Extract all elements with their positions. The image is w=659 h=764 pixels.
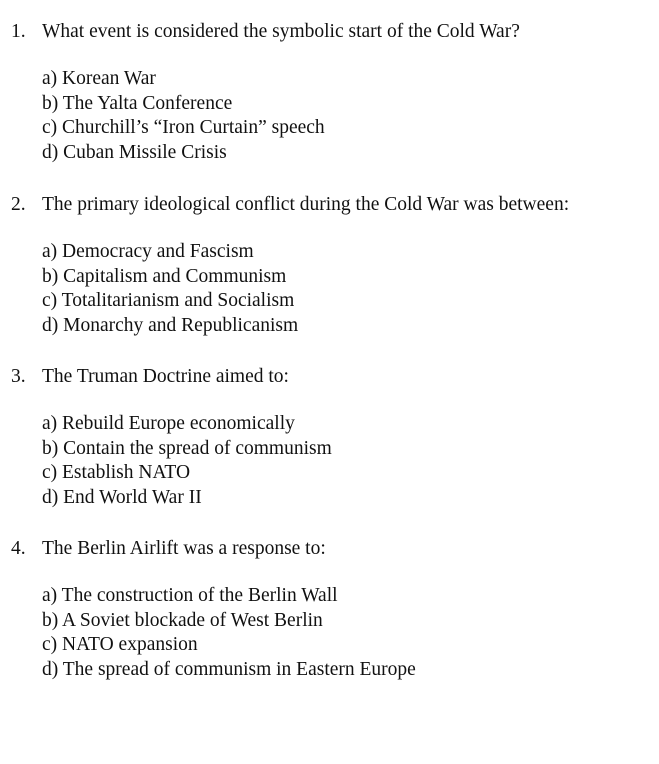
question-text: What event is considered the symbolic start of the Cold War? bbox=[42, 21, 520, 42]
answer-option-a: a) The construction of the Berlin Wall bbox=[42, 585, 338, 606]
answer-option-c: c) Totalitarianism and Socialism bbox=[42, 290, 295, 311]
answer-options bbox=[42, 67, 325, 165]
answer-option-c: c) NATO expansion bbox=[42, 634, 198, 655]
answer-option-b: b) Contain the spread of communism bbox=[42, 437, 332, 459]
answer-option-b: b) Capitalism and Communism bbox=[42, 265, 287, 287]
question-number: 4. bbox=[11, 538, 26, 559]
answer-option-d: d) The spread of communism in Eastern Europe bbox=[42, 658, 416, 680]
answer-option-d: d) End World War II bbox=[42, 486, 202, 508]
question-text: The Berlin Airlift was a response to: bbox=[42, 538, 326, 559]
question-number: 1. bbox=[11, 21, 26, 42]
answer-option-b: b) A Soviet blockade of West Berlin bbox=[42, 609, 323, 631]
answer-option-d: d) Cuban Missile Crisis bbox=[42, 141, 227, 163]
answer-option-d: d) Monarchy and Republicanism bbox=[42, 314, 299, 336]
question-text: The Truman Doctrine aimed to: bbox=[42, 366, 289, 387]
question-number: 2. bbox=[11, 194, 26, 215]
answer-option-c: c) Churchill’s “Iron Curtain” speech bbox=[42, 117, 325, 138]
question-text: The primary ideological conflict during the Cold War was between: bbox=[42, 194, 570, 215]
answer-option-a: a) Korean War bbox=[42, 68, 156, 89]
answer-option-b: b) The Yalta Conference bbox=[42, 92, 233, 114]
answer-options bbox=[42, 412, 332, 510]
question-number: 3. bbox=[11, 366, 26, 387]
answer-option-a: a) Rebuild Europe economically bbox=[42, 413, 295, 434]
answer-option-a: a) Democracy and Fascism bbox=[42, 241, 254, 262]
answer-options bbox=[42, 240, 298, 338]
answer-options bbox=[42, 584, 416, 682]
answer-option-c: c) Establish NATO bbox=[42, 462, 191, 483]
